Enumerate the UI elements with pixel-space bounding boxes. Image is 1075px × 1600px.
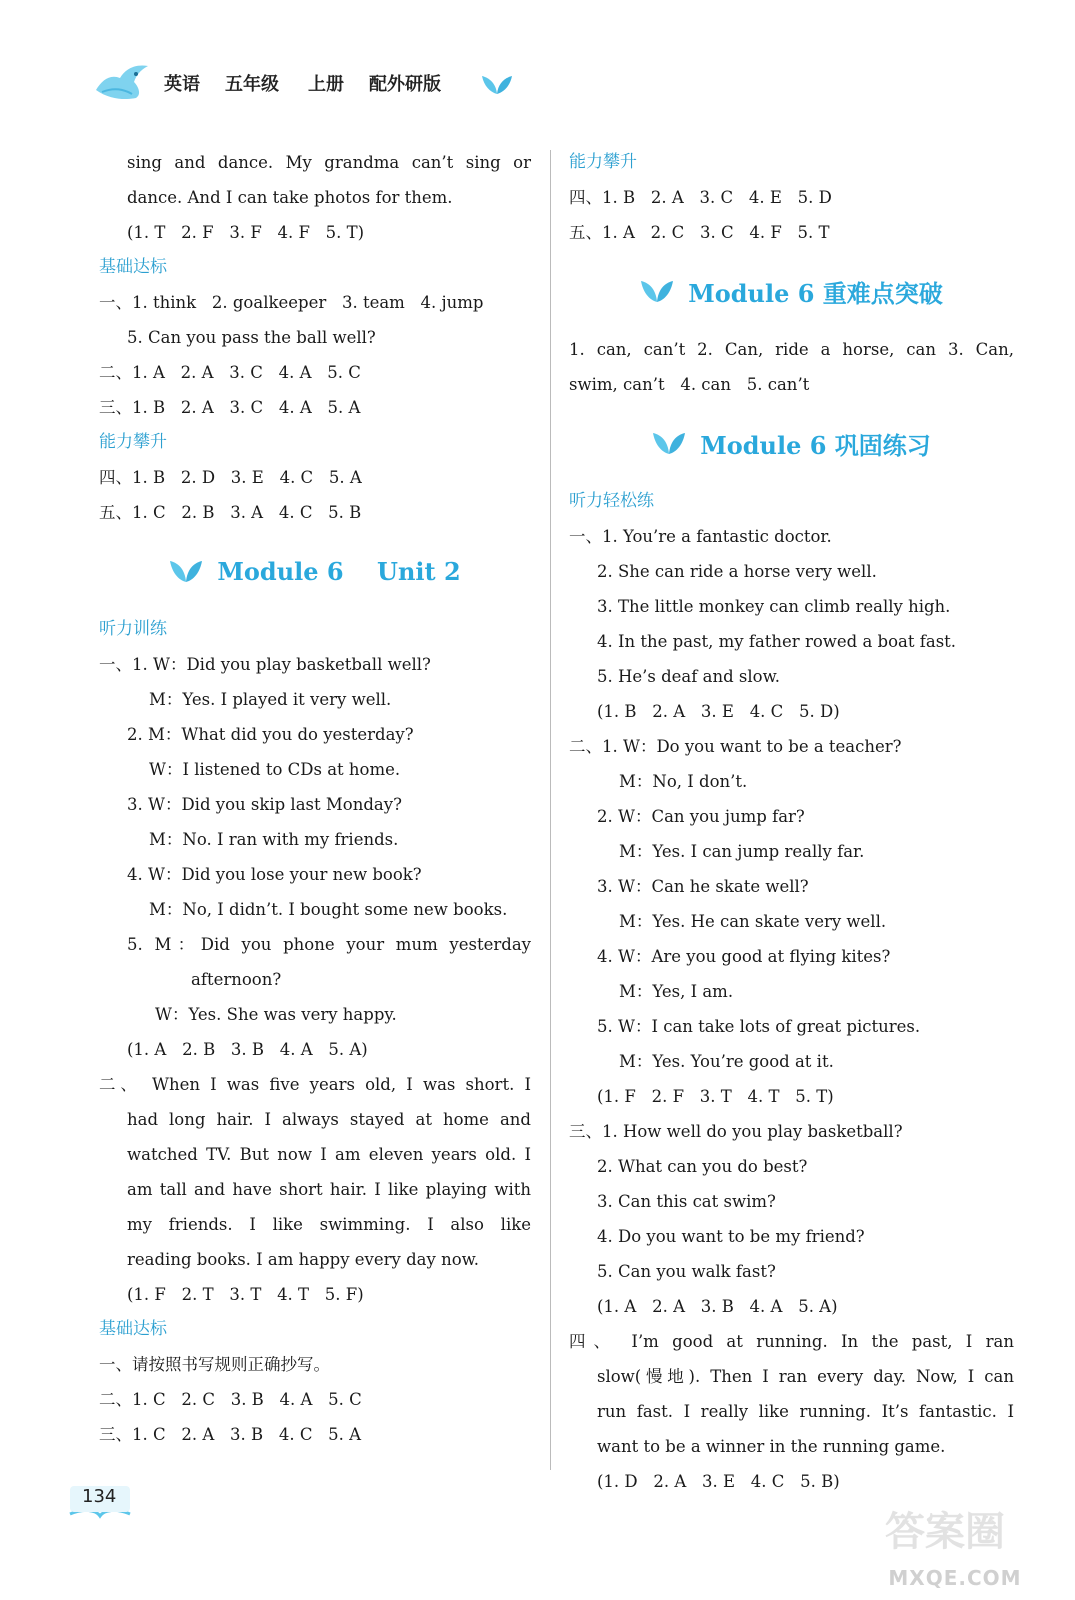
- section-heading: 基础达标: [99, 1319, 167, 1339]
- passage-line: 二、 When I was five years old, I was short. I: [99, 1075, 531, 1094]
- passage-line: watched TV. But now I am eleven years old. I: [127, 1145, 531, 1164]
- answer-line: (1. B 2. A 3. E 4. C 5. D): [597, 702, 840, 721]
- sentence-line: 三、1. How well do you play basketball?: [569, 1122, 903, 1141]
- answer-line: 1. can, can’t 2. Can, ride a horse, can 3. Can,: [569, 340, 1014, 359]
- module-title-cn: 重难点突破: [822, 279, 943, 308]
- module-title-en: Module 6: [700, 430, 835, 460]
- sentence-line: 5. Can you walk fast?: [597, 1262, 776, 1281]
- dialogue-line: M：Yes. You’re good at it.: [619, 1052, 834, 1071]
- passage-line: 四、 I’m good at running. In the past, I ran: [569, 1332, 1014, 1351]
- answer-line: 三、1. B 2. A 3. C 4. A 5. A: [99, 398, 361, 417]
- answer-line: 五、1. A 2. C 3. C 4. F 5. T: [569, 223, 830, 242]
- dialogue-line: M：Yes, I am.: [619, 982, 734, 1001]
- instruction-line: 一、请按照书写规则正确抄写。: [99, 1355, 330, 1374]
- dialogue-line: 二、1. W：Do you want to be a teacher?: [569, 737, 902, 756]
- header-edition: 配外研版: [369, 74, 441, 95]
- module-title-text: Module 6 Unit 2: [217, 556, 461, 586]
- watermark: [875, 1500, 1035, 1590]
- module-title-en: Module 6: [688, 278, 823, 308]
- page-number-badge: [68, 1480, 132, 1520]
- module-title-text: [688, 274, 943, 309]
- dialogue-line: 一、1. W：Did you play basketball well?: [99, 655, 431, 674]
- dialogue-line: 4. W：Are you good at flying kites?: [597, 947, 891, 966]
- answer-line: (1. A 2. A 3. B 4. A 5. A): [597, 1297, 838, 1316]
- answer-line: 5. Can you pass the ball well?: [127, 328, 376, 347]
- right-column: [569, 145, 1014, 1499]
- dialogue-line: M：Yes. He can skate very well.: [619, 912, 887, 931]
- answer-line: (1. T 2. F 3. F 4. F 5. T): [127, 223, 365, 242]
- sentence-line: 一、1. You’re a fantastic doctor.: [569, 527, 832, 546]
- passage-line: my friends. I like swimming. I also like: [127, 1215, 531, 1234]
- leaf-decoration-icon: [480, 74, 514, 96]
- passage-line: had long hair. I always stayed at home and: [127, 1110, 531, 1129]
- header-grade: 五年级: [225, 74, 279, 95]
- passage-line: reading books. I am happy every day now.: [127, 1250, 480, 1269]
- dialogue-line: M：Yes. I played it very well.: [149, 690, 392, 709]
- section-heading: 能力攀升: [569, 152, 637, 172]
- dialogue-line: W：I listened to CDs at home.: [149, 760, 401, 779]
- text-line: dance. And I can take photos for them.: [127, 188, 453, 207]
- leaf-icon: [169, 558, 203, 584]
- sentence-line: 2. She can ride a horse very well.: [597, 562, 877, 581]
- leaf-icon: [640, 278, 674, 304]
- answer-line: (1. D 2. A 3. E 4. C 5. B): [597, 1472, 840, 1491]
- dialogue-line: M：Yes. I can jump really far.: [619, 842, 865, 861]
- dialogue-line: 5. M：Did you phone your mum yesterday: [127, 935, 531, 954]
- page-number: 134: [82, 1486, 117, 1507]
- sentence-line: 5. He’s deaf and slow.: [597, 667, 780, 686]
- answer-line: 三、1. C 2. A 3. B 4. C 5. A: [99, 1425, 362, 1444]
- watermark-url: MXQE.COM: [888, 1566, 1022, 1590]
- passage-line: am tall and have short hair. I like playing with: [127, 1180, 531, 1199]
- dialogue-line: afternoon?: [191, 970, 282, 989]
- bird-logo-icon: [92, 60, 152, 102]
- answer-line: (1. F 2. F 3. T 4. T 5. T): [597, 1087, 834, 1106]
- module-title-cn: 巩固练习: [834, 431, 931, 460]
- header-volume: 上册: [308, 74, 344, 95]
- dialogue-line: 3. W：Did you skip last Monday?: [127, 795, 402, 814]
- answer-line: 一、1. think 2. goalkeeper 3. team 4. jump: [99, 293, 484, 312]
- answer-line: 五、1. C 2. B 3. A 4. C 5. B: [99, 503, 362, 522]
- leaf-icon: [652, 430, 686, 456]
- dialogue-line: 5. W：I can take lots of great pictures.: [597, 1017, 921, 1036]
- passage-line: want to be a winner in the running game.: [597, 1437, 946, 1456]
- answer-line: 二、1. C 2. C 3. B 4. A 5. C: [99, 1390, 362, 1409]
- module-title: [569, 250, 1014, 332]
- dialogue-line: M：No, I didn’t. I bought some new books.: [149, 900, 508, 919]
- answer-line: 二、1. A 2. A 3. C 4. A 5. C: [99, 363, 361, 382]
- passage-line: slow(慢地). Then I ran every day. Now, I can: [597, 1367, 1014, 1386]
- answer-line: (1. A 2. B 3. B 4. A 5. A): [127, 1040, 368, 1059]
- dialogue-line: 4. W：Did you lose your new book?: [127, 865, 422, 884]
- dialogue-line: W：Yes. She was very happy.: [155, 1005, 397, 1024]
- header-subject: 英语: [164, 74, 200, 95]
- sentence-line: 2. What can you do best?: [597, 1157, 808, 1176]
- dialogue-line: 2. W：Can you jump far?: [597, 807, 805, 826]
- answer-line: 四、1. B 2. D 3. E 4. C 5. A: [99, 468, 362, 487]
- dialogue-line: M：No. I ran with my friends.: [149, 830, 399, 849]
- sentence-line: 4. In the past, my father rowed a boat fast.: [597, 632, 957, 651]
- dialogue-line: 3. W：Can he skate well?: [597, 877, 809, 896]
- section-heading: 听力轻松练: [569, 491, 654, 511]
- answer-line: (1. F 2. T 3. T 4. T 5. F): [127, 1285, 364, 1304]
- sentence-line: 3. Can this cat swim?: [597, 1192, 776, 1211]
- answer-line: swim, can’t 4. can 5. can’t: [569, 375, 810, 394]
- module-title-text: [700, 426, 931, 461]
- dialogue-line: 2. M：What did you do yesterday?: [127, 725, 414, 744]
- module-title: [569, 402, 1014, 484]
- text-line: sing and dance. My grandma can’t sing or: [127, 153, 531, 172]
- section-heading: 听力训练: [99, 619, 167, 639]
- watermark-logo: 答案圈: [885, 1509, 1005, 1555]
- sentence-line: 3. The little monkey can climb really high.: [597, 597, 951, 616]
- sentence-line: 4. Do you want to be my friend?: [597, 1227, 865, 1246]
- column-divider: [550, 150, 551, 1470]
- module-title: [99, 530, 531, 612]
- section-heading: 基础达标: [99, 257, 167, 277]
- left-column: [99, 145, 531, 1452]
- section-heading: 能力攀升: [99, 432, 167, 452]
- answer-line: 四、1. B 2. A 3. C 4. E 5. D: [569, 188, 832, 207]
- dialogue-line: M：No, I don’t.: [619, 772, 748, 791]
- passage-line: run fast. I really like running. It’s fantastic. I: [597, 1402, 1014, 1421]
